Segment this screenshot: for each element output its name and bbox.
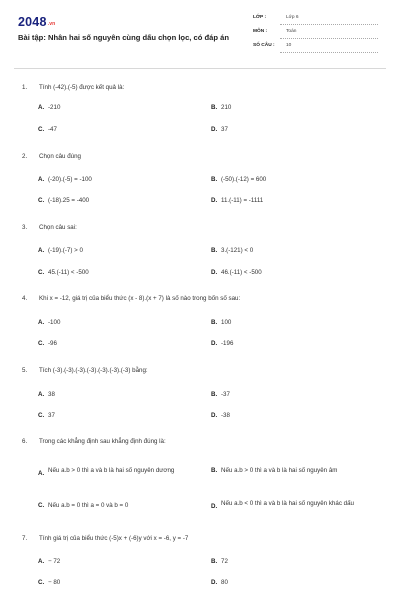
option-text: 46.(-11) < -500 bbox=[221, 269, 262, 276]
option-text: -210 bbox=[48, 104, 61, 111]
option-letter: D. bbox=[211, 412, 218, 419]
meta-count bbox=[253, 41, 378, 53]
meta-class bbox=[253, 13, 378, 25]
option-letter: A. bbox=[38, 319, 45, 326]
option-letter: C. bbox=[38, 197, 45, 204]
option-text: (-18).25 = -400 bbox=[48, 197, 90, 204]
question-number: 5. bbox=[22, 367, 28, 374]
option-letter: B. bbox=[211, 176, 218, 183]
option-letter: A. bbox=[38, 558, 45, 565]
option-text: 80 bbox=[221, 579, 228, 586]
option-letter: B. bbox=[211, 247, 218, 254]
question-text bbox=[22, 84, 392, 91]
question-prompt: Chọn câu đúng bbox=[39, 153, 81, 160]
question-prompt: Tính giá trị của biểu thức (-5)x + (-6)y với x = -6, y = -7 bbox=[39, 535, 189, 542]
option-text: − 72 bbox=[48, 558, 61, 565]
option-text: 3.(-121) < 0 bbox=[221, 247, 254, 254]
option-text: − 80 bbox=[48, 579, 61, 586]
option-text: -96 bbox=[48, 340, 57, 347]
question-number: 6. bbox=[22, 438, 28, 445]
option-text: (-19).(-7) > 0 bbox=[48, 247, 83, 254]
question-prompt: Tích (-3).(-3).(-3).(-3).(-3).(-3).(-3) bằng: bbox=[39, 367, 148, 374]
option-letter: C. bbox=[38, 502, 45, 509]
option-letter: A. bbox=[38, 391, 45, 398]
option-text: 72 bbox=[221, 558, 228, 565]
question-text bbox=[22, 224, 392, 231]
option-text: (-50).(-12) = 600 bbox=[221, 176, 267, 183]
option-text: -100 bbox=[48, 319, 61, 326]
meta-value: 10 bbox=[286, 43, 292, 48]
option-letter: C. bbox=[38, 340, 45, 347]
option-letter: C. bbox=[38, 412, 45, 419]
site-logo[interactable] bbox=[18, 15, 55, 29]
meta-key: MÔN : bbox=[253, 29, 268, 34]
page-header bbox=[0, 0, 400, 62]
question-text bbox=[22, 438, 392, 445]
divider bbox=[280, 52, 378, 53]
option-text: -196 bbox=[221, 340, 234, 347]
meta-key: LỚP : bbox=[253, 15, 267, 20]
option-letter: D. bbox=[211, 269, 218, 276]
option-letter: D. bbox=[211, 340, 218, 347]
option-letter: A. bbox=[38, 470, 45, 477]
option-text: 38 bbox=[48, 391, 55, 398]
meta-value: Toán bbox=[286, 29, 297, 34]
divider bbox=[280, 38, 378, 39]
option-letter: B. bbox=[211, 391, 218, 398]
meta-subject bbox=[253, 27, 378, 39]
question-number: 3. bbox=[22, 224, 28, 231]
option-letter: B. bbox=[211, 319, 218, 326]
option-letter: D. bbox=[211, 126, 218, 133]
option-letter: C. bbox=[38, 126, 45, 133]
question-text bbox=[22, 367, 392, 374]
option-letter: C. bbox=[38, 269, 45, 276]
option-letter: B. bbox=[211, 558, 218, 565]
option-letter: D. bbox=[211, 197, 218, 204]
option-letter: D. bbox=[211, 579, 218, 586]
option-text: Nếu a.b = 0 thì a = 0 và b = 0 bbox=[48, 502, 129, 509]
meta-key: SỐ CÂU : bbox=[253, 43, 275, 48]
option-text: -37 bbox=[221, 391, 230, 398]
option-text: 37 bbox=[48, 412, 55, 419]
option-letter: A. bbox=[38, 247, 45, 254]
option-text: 45.(-11) < -500 bbox=[48, 269, 89, 276]
question-prompt: Trong các khẳng định sau khẳng định đúng là: bbox=[39, 438, 166, 445]
option-letter: B. bbox=[211, 104, 218, 111]
question-prompt: Khi x = -12, giá trị của biểu thức (x - 8).(x + 7) là số nào trong bốn số sau: bbox=[39, 295, 241, 302]
question-text bbox=[22, 295, 392, 302]
logo-text: 2048 bbox=[18, 15, 47, 29]
option-text: -38 bbox=[221, 412, 230, 419]
question-text bbox=[22, 153, 392, 160]
option-text: (-20).(-5) = -100 bbox=[48, 176, 92, 183]
option-text: 37 bbox=[221, 126, 228, 133]
option-letter: C. bbox=[38, 579, 45, 586]
option-letter: D. bbox=[211, 503, 218, 510]
logo-tld: .vn bbox=[47, 21, 56, 27]
question-number: 1. bbox=[22, 84, 28, 91]
option-text: Nếu a.b > 0 thì a và b là hai số nguyên dương bbox=[48, 467, 175, 474]
question-number: 4. bbox=[22, 295, 28, 302]
option-letter: A. bbox=[38, 104, 45, 111]
question-prompt: Tính (-42).(-5) được kết quả là: bbox=[39, 84, 125, 91]
option-letter: B. bbox=[211, 467, 218, 474]
question-number: 7. bbox=[22, 535, 28, 542]
question-text bbox=[22, 535, 392, 542]
meta-value: Lớp 6 bbox=[286, 15, 299, 20]
option-text: Nếu a.b < 0 thì a và b là hai số nguyên khác dấu bbox=[221, 500, 354, 507]
option-text: -47 bbox=[48, 126, 57, 133]
option-letter: A. bbox=[38, 176, 45, 183]
question-number: 2. bbox=[22, 153, 28, 160]
question-prompt: Chọn câu sai: bbox=[39, 224, 77, 231]
option-text: 100 bbox=[221, 319, 232, 326]
option-text: Nếu a.b > 0 thì a và b là hai số nguyên âm bbox=[221, 467, 338, 474]
divider bbox=[280, 24, 378, 25]
option-text: 11.(-11) = -1111 bbox=[221, 197, 264, 204]
page-title: Bài tập: Nhân hai số nguyên cùng dấu chọn lọc, có đáp án bbox=[18, 33, 229, 42]
option-text: 210 bbox=[221, 104, 232, 111]
header-divider bbox=[14, 68, 386, 69]
